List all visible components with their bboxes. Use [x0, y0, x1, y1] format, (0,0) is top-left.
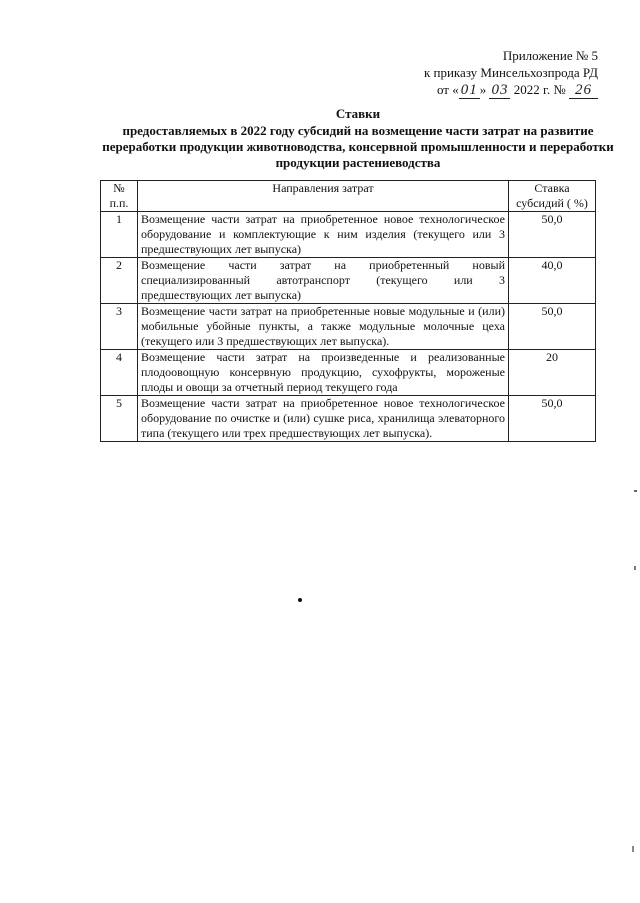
header-num: № п.п.	[101, 181, 138, 212]
row-rate: 40,0	[509, 258, 596, 304]
table-row	[101, 396, 596, 442]
order-date-line	[424, 81, 598, 99]
appendix-header	[424, 47, 598, 99]
row-num: 4	[101, 350, 138, 396]
rates-table	[100, 180, 596, 442]
row-rate: 20	[509, 350, 596, 396]
scan-speck	[634, 566, 636, 570]
row-direction: Возмещение части затрат на приобретенные новые модульные и (или) мобильные убойные пункты, а также модульные молочные цеха (текущего или 3 предшествующих лет выпуска).	[138, 304, 509, 350]
order-number-handwritten: 26	[569, 82, 598, 99]
row-num: 3	[101, 304, 138, 350]
order-month-handwritten: 03	[491, 82, 509, 98]
table-row	[101, 212, 596, 258]
header-rate: Ставка субсидий ( %)	[509, 181, 596, 212]
document-subtitle: предоставляемых в 2022 году субсидий на возмещение части затрат на развитие переработки продукции животноводства, консервной промышленности и переработки продукции растениеводства	[102, 123, 614, 170]
row-direction: Возмещение части затрат на приобретенное новое технологическое оборудование по очистке и (или) сушке риса, хранилища элеваторного типа (текущего или трех предшествующих лет выпуска).	[138, 396, 509, 442]
row-direction: Возмещение части затрат на приобретенный новый специализированный автотранспорт (текущего или 3 предшествующих лет выпуска)	[138, 258, 509, 304]
row-num: 1	[101, 212, 138, 258]
order-day-handwritten: 01	[460, 82, 478, 98]
scan-dot	[298, 598, 302, 602]
order-reference: к приказу Минсельхозпрода РД	[423, 65, 598, 80]
row-rate: 50,0	[509, 396, 596, 442]
row-rate: 50,0	[509, 304, 596, 350]
scan-speck	[632, 846, 634, 852]
document-title: Ставки	[335, 106, 381, 121]
date-prefix: от «	[436, 82, 459, 97]
row-direction: Возмещение части затрат на произведенные и реализованные плодоовощную консервную продукцию, сухофрукты, мороженые плоды и овощи за отчетный период текущего года	[138, 350, 509, 396]
row-num: 2	[101, 258, 138, 304]
date-mid: »	[479, 82, 487, 97]
appendix-number: Приложение № 5	[502, 48, 598, 63]
row-rate: 50,0	[509, 212, 596, 258]
header-direction: Направления затрат	[138, 181, 509, 212]
row-num: 5	[101, 396, 138, 442]
table-row	[101, 304, 596, 350]
table-header-row	[101, 181, 596, 212]
year-text: 2022 г. №	[513, 82, 566, 97]
table-row	[101, 258, 596, 304]
scan-speck	[634, 490, 637, 492]
row-direction: Возмещение части затрат на приобретенное новое технологическое оборудование и комплектующие к ним изделия (текущего или 3 предшествующих лет выпуска)	[138, 212, 509, 258]
table-row	[101, 350, 596, 396]
